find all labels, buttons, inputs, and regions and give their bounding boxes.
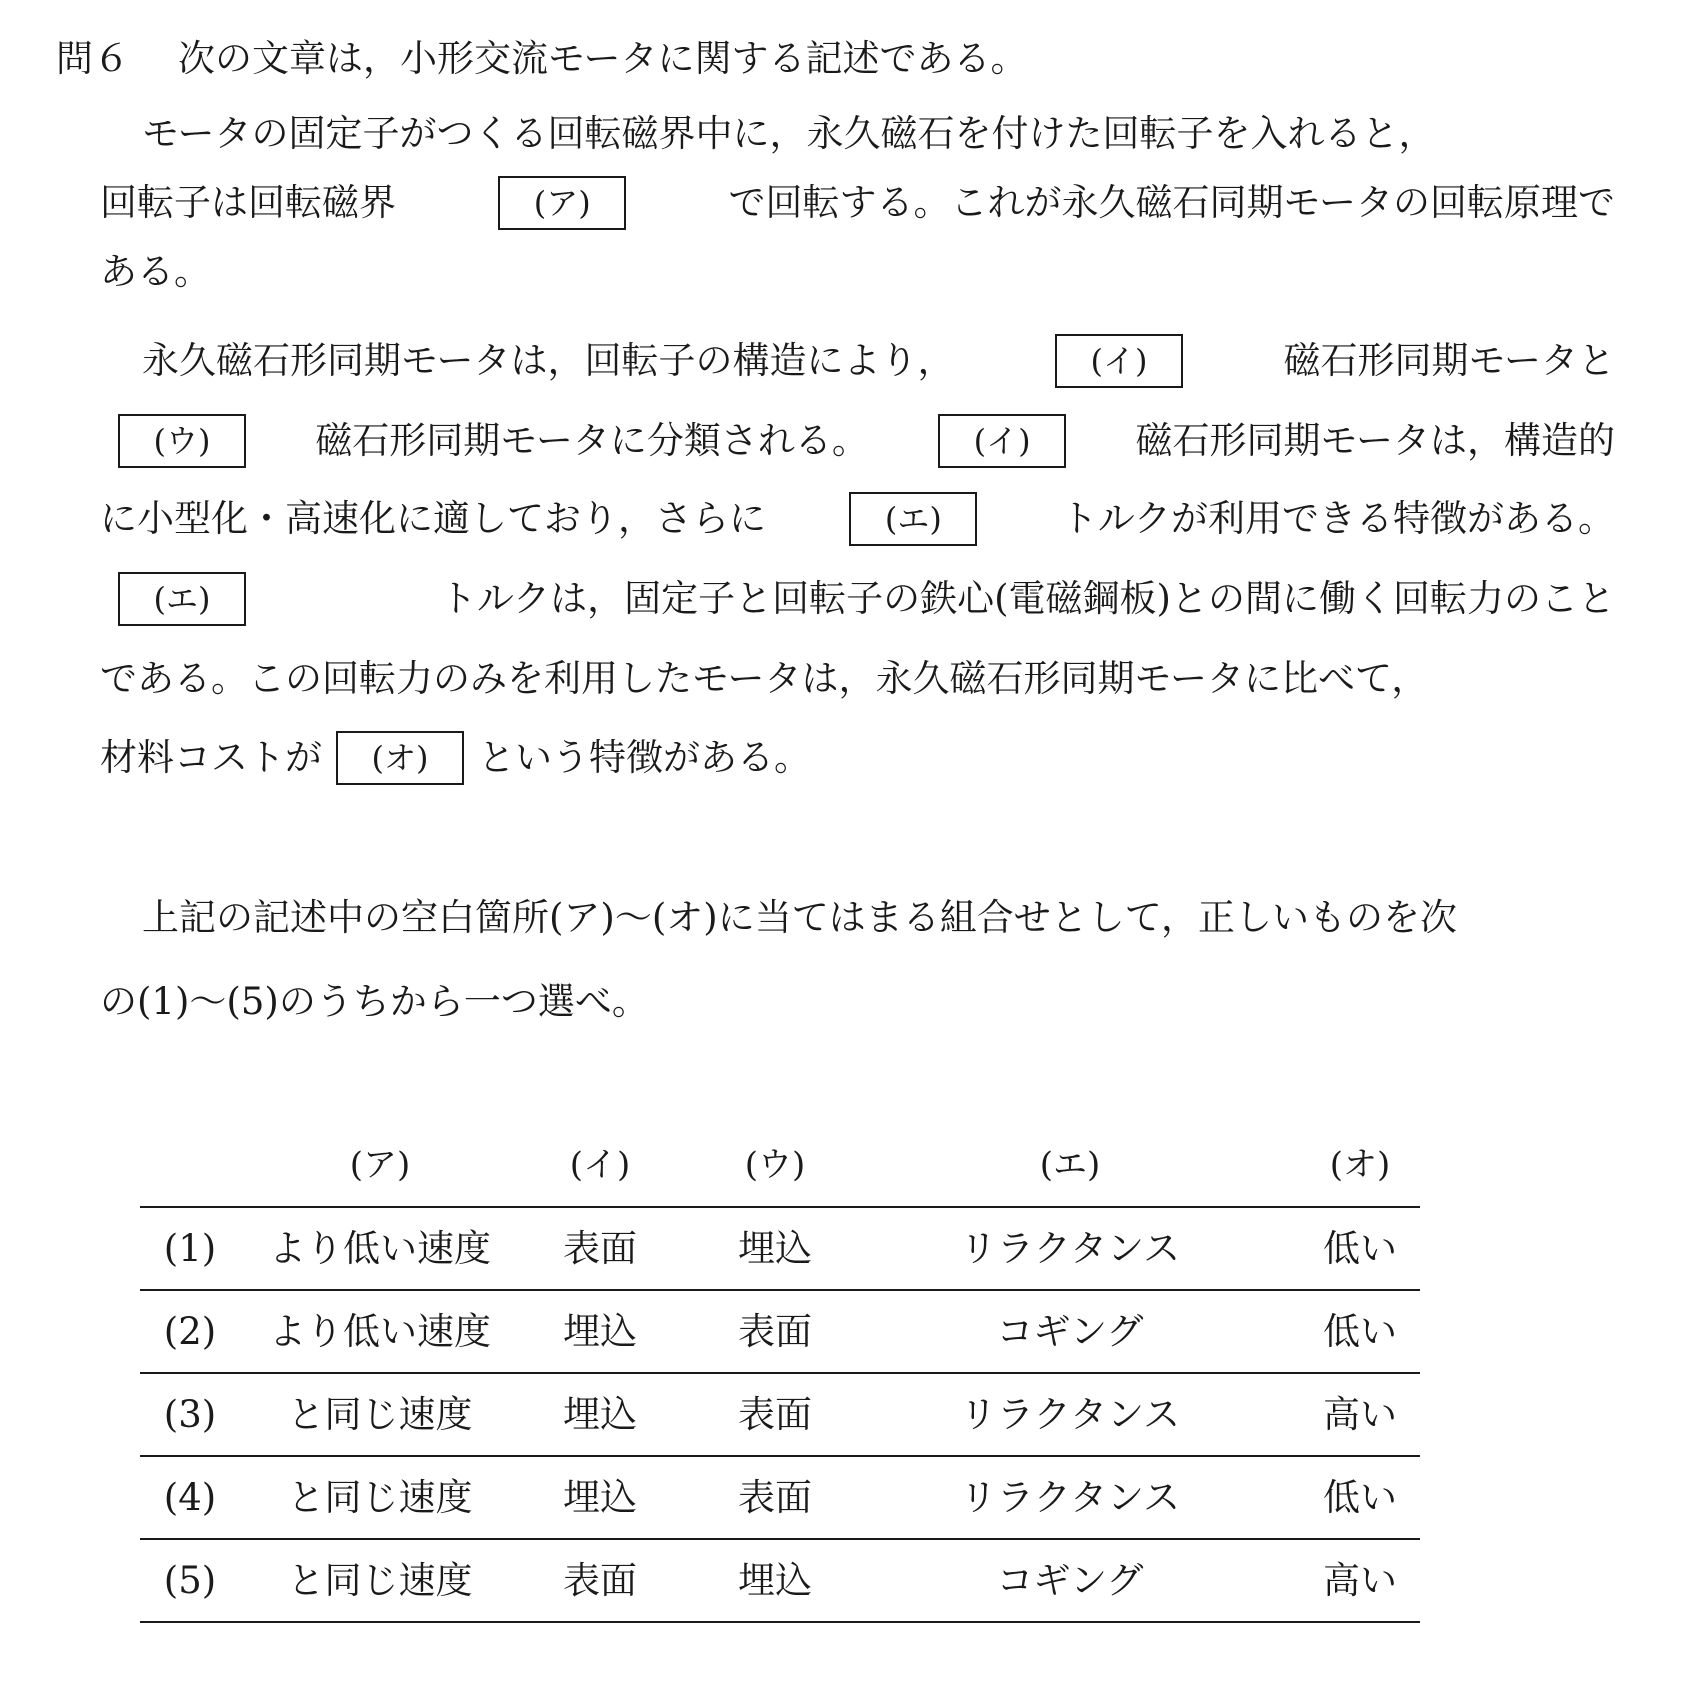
passage-line: に小型化・高速化に適しており，さらに (エ) トルクが利用できる特徴がある。 (100, 491, 1615, 547)
passage-line: ある。 (100, 250, 211, 293)
passage-line: (ウ) 磁石形同期モータに分類される。 (イ) 磁石形同期モータは，構造的 (100, 413, 1615, 469)
blank-i: (イ) (1055, 334, 1183, 388)
header-o: (オ) (1329, 1145, 1391, 1185)
header-u: (ウ) (744, 1145, 806, 1185)
table-row[interactable]: (3) と同じ速度 埋込 表面 リラクタンス 高い (140, 1372, 1420, 1455)
passage-line: 材料コストが (オ) という特徴がある。 (100, 730, 1615, 786)
choice-number: (1) (163, 1227, 217, 1270)
passage-line: である。この回転力のみを利用したモータは，永久磁石形同期モータに比べて， (100, 657, 1429, 700)
question-heading (56, 34, 1028, 84)
passage-line: 永久磁石形同期モータは，回転子の構造により， (イ) 磁石形同期モータと (142, 333, 1615, 389)
choice-number: (4) (163, 1476, 217, 1519)
blank-e: (エ) (849, 492, 977, 546)
instruction-line: の(1)～(5)のうちから一つ選べ。 (100, 980, 649, 1023)
blank-u: (ウ) (118, 414, 246, 468)
header-a: (ア) (349, 1145, 411, 1185)
blank-e: (エ) (118, 572, 246, 626)
header-i: (イ) (569, 1145, 631, 1185)
choice-number: (5) (163, 1559, 217, 1602)
instruction-line: 上記の記述中の空白箇所(ア)～(オ)に当てはまる組合せとして，正しいものを次 (142, 896, 1457, 939)
table-row[interactable]: (5) と同じ速度 表面 埋込 コギング 高い (140, 1538, 1420, 1623)
question-title: 次の文章は，小形交流モータに関する記述である。 (178, 37, 1028, 80)
passage-line: モータの固定子がつくる回転磁界中に，永久磁石を付けた回転子を入れると， (142, 112, 1436, 155)
passage-line: (エ) トルクは，固定子と回転子の鉄心(電磁鋼板)との間に働く回転力のこと (100, 571, 1615, 627)
table-row[interactable]: (4) と同じ速度 埋込 表面 リラクタンス 低い (140, 1455, 1420, 1538)
passage-line: 回転子は回転磁界 (ア) で回転する。これが永久磁石同期モータの回転原理で (100, 175, 1615, 231)
choice-table (140, 1125, 1420, 1623)
choice-number: (2) (163, 1310, 217, 1353)
blank-a: (ア) (498, 176, 626, 230)
table-row[interactable]: (1) より低い速度 表面 埋込 リラクタンス 低い (140, 1206, 1420, 1289)
blank-i: (イ) (938, 414, 1066, 468)
question-number: 問６ (56, 37, 130, 80)
blank-o: (オ) (336, 731, 464, 785)
choice-number: (3) (163, 1393, 217, 1436)
table-row[interactable]: (2) より低い速度 埋込 表面 コギング 低い (140, 1289, 1420, 1372)
header-e: (エ) (1039, 1145, 1101, 1185)
table-header (140, 1125, 1420, 1206)
